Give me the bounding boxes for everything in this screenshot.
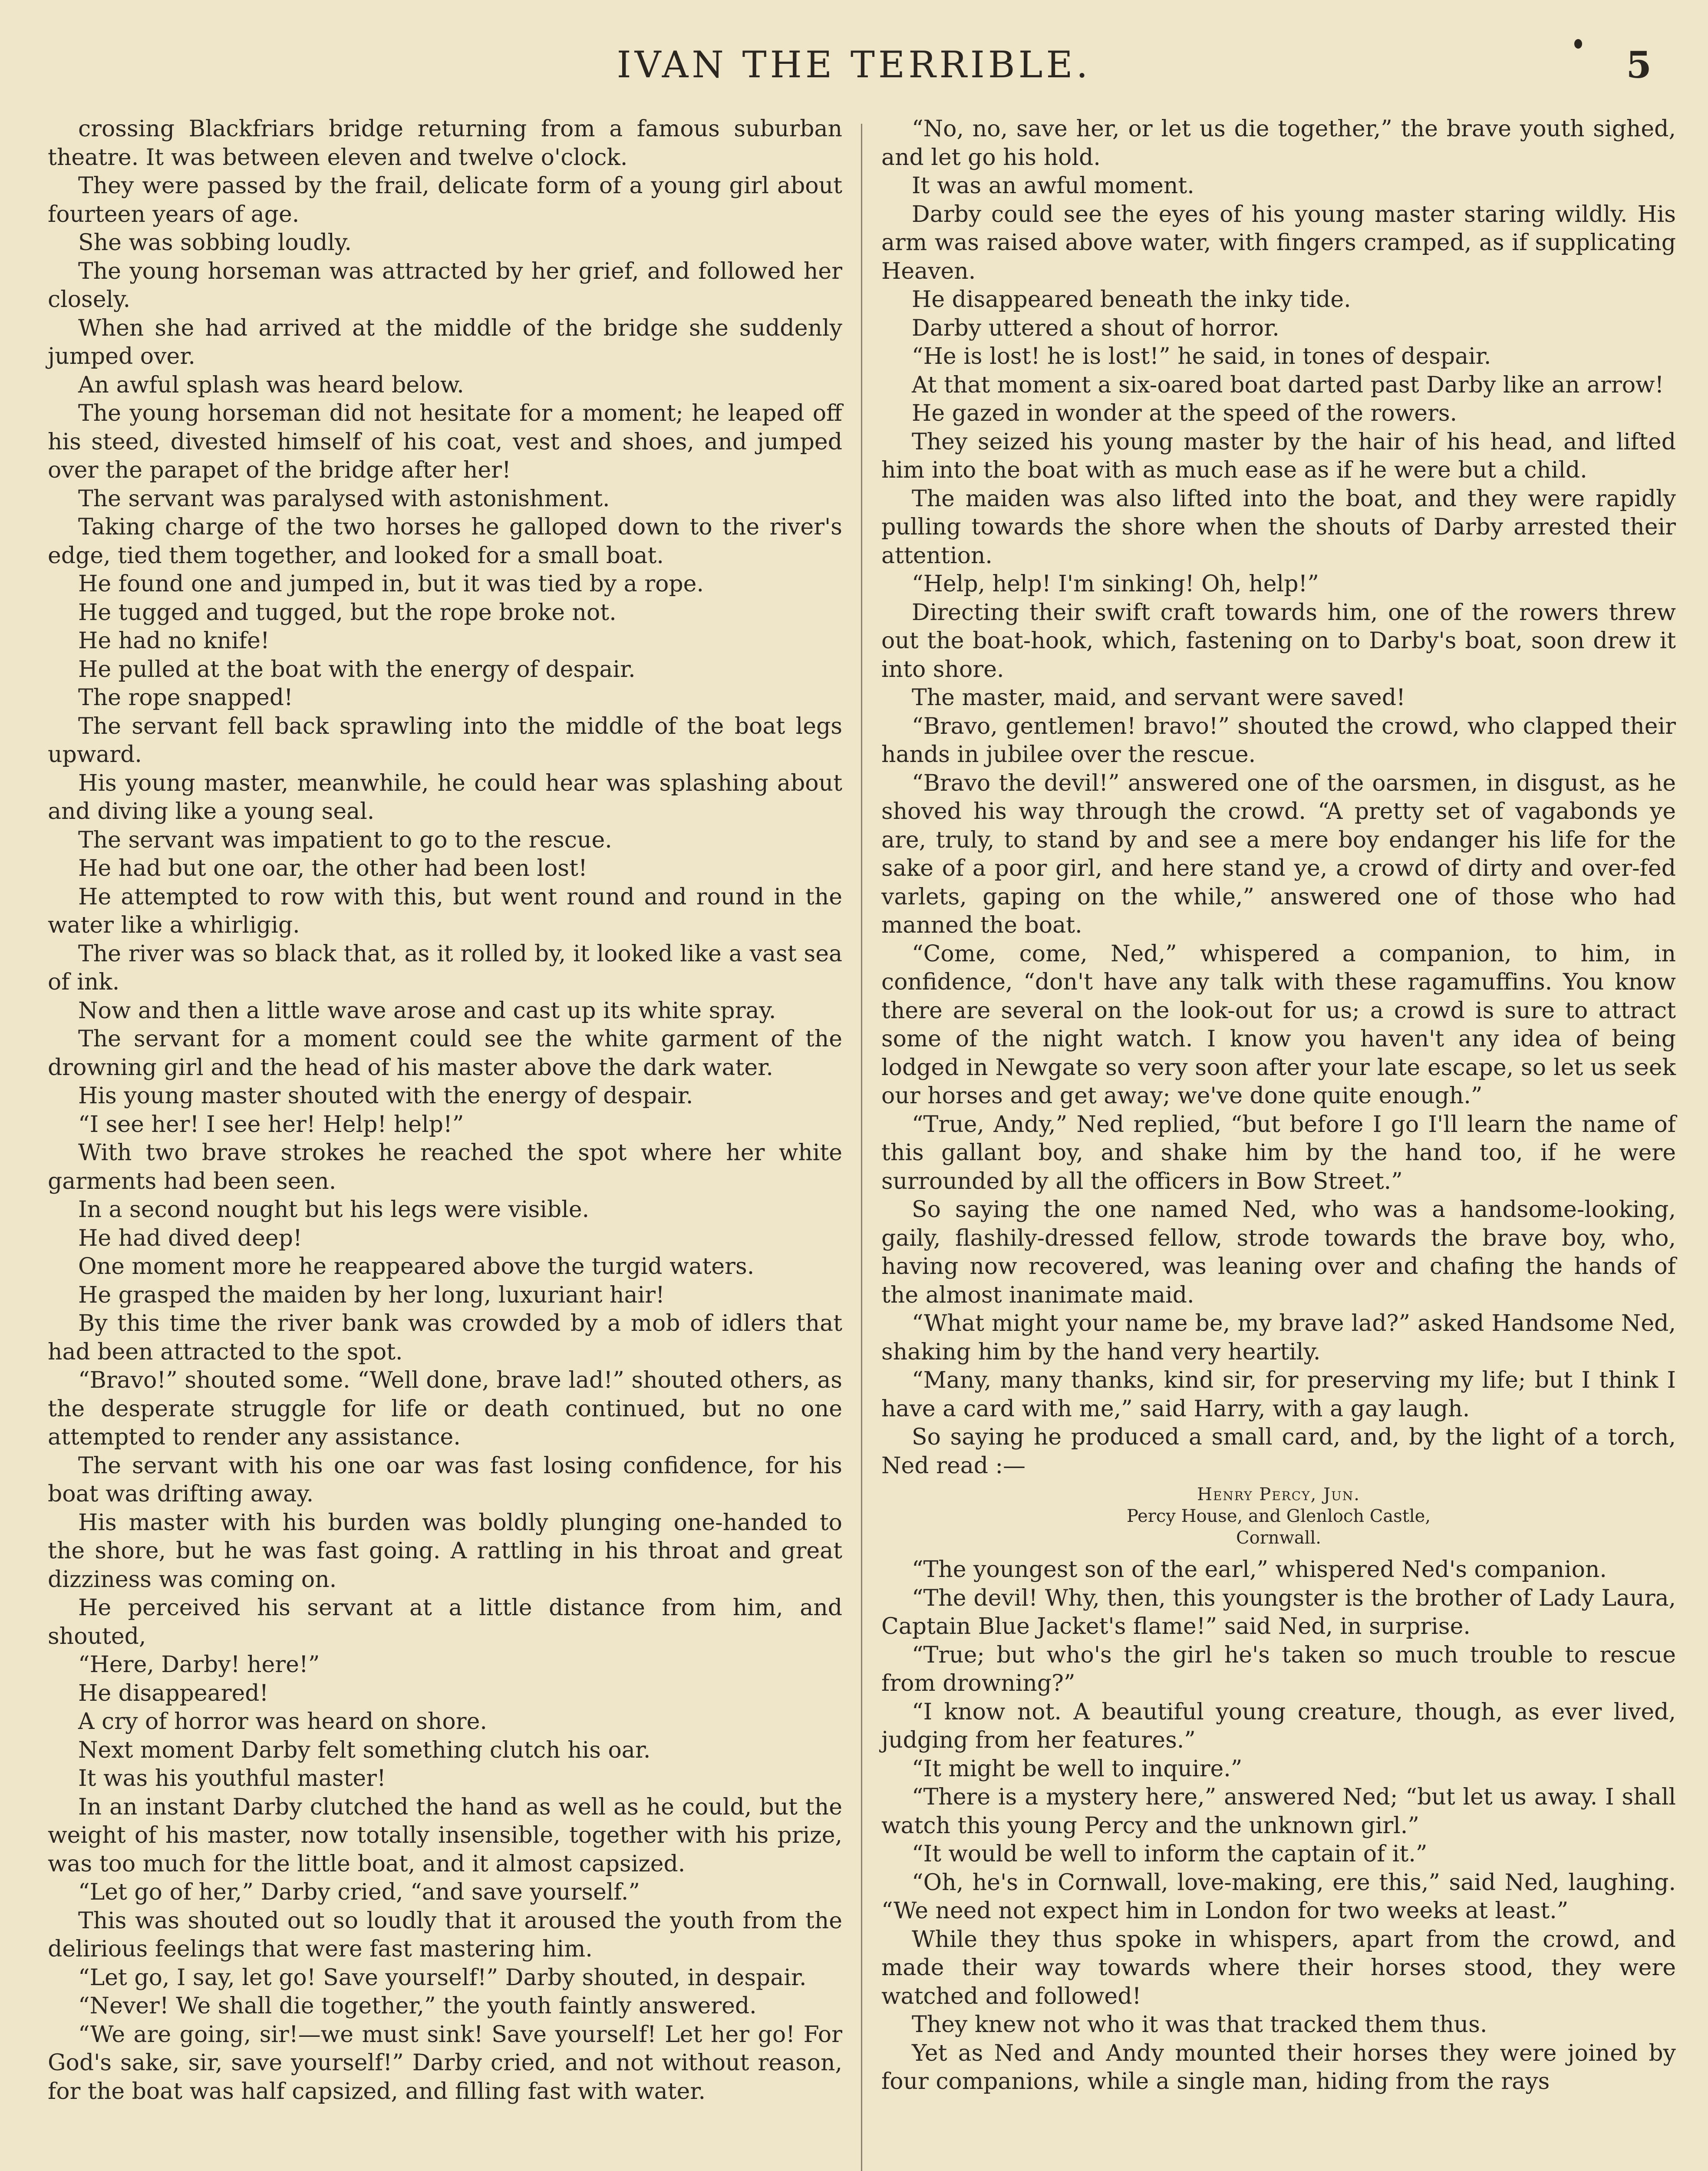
paragraph: So saying he produced a small card, and, by the light of a torch, Ned read :— (881, 1424, 1676, 1479)
paragraph: “Here, Darby! here!” (78, 1652, 320, 1678)
paragraph: “Oh, he's in Cornwall, love-making, ere this,” said Ned, laughing. “We need not expect him in London for two weeks at least.” (881, 1869, 1676, 1924)
paragraph: “We are going, sir!—we must sink! Save yourself! Let her go! For God's sake, sir, save yourself!” Darby cried, and not without reason, for the boat was half capsized, and filling fast with water. (48, 2021, 842, 2105)
paragraph: A cry of horror was heard on shore. (78, 1709, 487, 1735)
paragraph: His young master shouted with the energy of despair. (78, 1083, 693, 1109)
paragraph: When she had arrived at the middle of the bridge she suddenly jumped over. (48, 315, 842, 370)
paragraph: Now and then a little wave arose and cast up its white spray. (78, 997, 776, 1024)
paragraph: “I see her! I see her! Help! help!” (78, 1111, 464, 1138)
paragraph: The servant fell back sprawling into the middle of the boat legs upward. (48, 713, 842, 768)
paragraph: Directing their swift craft towards him, one of the rowers threw out the boat-hook, which, fastening on to Darby's boat, soon drew it into shore. (881, 599, 1676, 683)
paragraph: Taking charge of the two horses he galloped down to the river's edge, tied them together, and looked for a small boat. (48, 514, 842, 569)
right-column (881, 115, 1676, 2096)
paragraph: The servant for a moment could see the white garment of the drowning girl and the head of his master above the dark water. (48, 1026, 842, 1081)
paragraph: Darby uttered a shout of horror. (912, 315, 1279, 341)
paragraph: They seized his young master by the hair of his head, and lifted him into the boat with as much ease as if he were but a child. (881, 429, 1676, 483)
paragraph: crossing Blackfriars bridge returning from a famous suburban theatre. It was between eleven and twelve o'clock. (48, 116, 842, 171)
paragraph: “Bravo the devil!” answered one of the oarsmen, in disgust, as he shoved his way through the crowd. “A pretty set of vagabonds ye are, truly, to stand by and see a mere boy endanger his life for the sake of a poor girl, and here stand ye, a crowd of dirty and over-fed varlets, gaping on the while,” answered one of those who had manned the boat. (881, 770, 1676, 938)
page-header (48, 39, 1660, 100)
right-column-lower (881, 1556, 1676, 2096)
running-title: IVAN THE TERRIBLE. (617, 43, 1091, 86)
card-county: Cornwall. (1236, 1528, 1321, 1548)
paragraph: At that moment a six-oared boat darted past Darby like an arrow! (912, 372, 1664, 398)
paragraph: “No, no, save her, or let us die together,” the brave youth sighed, and let go his hold. (881, 116, 1676, 171)
paragraph: She was sobbing loudly. (78, 230, 352, 256)
paragraph: He disappeared beneath the inky tide. (912, 287, 1351, 313)
paragraph: While they thus spoke in whispers, apart from the crowd, and made their way towards where their horses stood, they were watched and followed! (881, 1926, 1676, 2009)
paragraph: He tugged and tugged, but the rope broke not. (78, 599, 617, 626)
paragraph: “The devil! Why, then, this youngster is the brother of Lady Laura, Captain Blue Jacket's flame!” said Ned, in surprise. (881, 1585, 1676, 1640)
paragraph: The servant was impatient to go to the rescue. (78, 827, 612, 853)
paragraph: In an instant Darby clutched the hand as well as he could, but the weight of his master, now totally insensible, together with his prize, was too much for the little boat, and it almost capsized. (48, 1794, 842, 1877)
paragraph: The river was so black that, as it rolled by, it looked like a vast sea of ink. (48, 940, 842, 995)
paragraph: “Come, come, Ned,” whispered a companion, to him, in confidence, “don't have any talk with these ragamuffins. You know there are several on the look-out for us; a crowd is sure to attract some of the night watch. I know you haven't any idea of being lodged in Newgate so very soon after your late escape, so let us seek our horses and get away; we've done quite enough.” (881, 940, 1676, 1109)
paragraph: They knew not who it was that tracked them thus. (912, 2012, 1487, 2038)
paragraph: “It would be well to inform the captain of it.” (912, 1841, 1428, 1867)
paragraph: The young horseman was attracted by her grief, and followed her closely. (48, 258, 842, 313)
paragraph: He had but one oar, the other had been lost! (78, 855, 587, 881)
page-number: 5 (1626, 43, 1652, 86)
paragraph: “Many, many thanks, kind sir, for preserving my life; but I think I have a card with me,” said Harry, with a gay laugh. (881, 1367, 1676, 1422)
paragraph: “True; but who's the girl he's taken so much trouble to rescue from drowning?” (881, 1642, 1676, 1696)
paragraph: He gazed in wonder at the speed of the rowers. (912, 400, 1457, 426)
paragraph: By this time the river bank was crowded by a mob of idlers that had been attracted to the spot. (48, 1310, 842, 1365)
paragraph: With two brave strokes he reached the spot where her white garments had been seen. (48, 1140, 842, 1194)
paragraph: His master with his burden was boldly plunging one-handed to the shore, but he was fast going. A rattling in his throat and great dizziness was coming on. (48, 1509, 842, 1593)
paragraph: “Let go of her,” Darby cried, “and save yourself.” (78, 1879, 640, 1905)
paragraph: “Help, help! I'm sinking! Oh, help!” (912, 571, 1319, 597)
paragraph: “True, Andy,” Ned replied, “but before I go I'll learn the name of this gallant boy, and shake him by the hand too, if he were surrounded by all the officers in Bow Street.” (881, 1111, 1676, 1194)
paragraph: Next moment Darby felt something clutch his oar. (78, 1737, 651, 1763)
paragraph: His young master, meanwhile, he could hear was splashing about and diving like a young seal. (48, 770, 842, 825)
paragraph: He had dived deep! (78, 1225, 302, 1251)
paragraph: The servant with his one oar was fast losing confidence, for his boat was drifting away. (48, 1452, 842, 1507)
paragraph: He perceived his servant at a little distance from him, and shouted, (48, 1595, 842, 1650)
column-divider (861, 124, 862, 2171)
paragraph: He disappeared! (78, 1680, 269, 1706)
paragraph: It was an awful moment. (912, 173, 1194, 199)
paragraph: Darby could see the eyes of his young master staring wildly. His arm was raised above water, with fingers cramped, as if supplicating Heaven. (881, 201, 1676, 284)
card-name: Henry Percy, Jun. (1197, 1485, 1360, 1505)
paragraph: The servant was paralysed with astonishment. (78, 485, 610, 512)
paragraph: “The youngest son of the earl,” whispered Ned's companion. (912, 1557, 1607, 1583)
paragraph: He attempted to row with this, but went round and round in the water like a whirligig. (48, 884, 842, 938)
paragraph: In a second nought but his legs were visible. (78, 1197, 590, 1223)
paragraph: “He is lost! he is lost!” he said, in tones of despair. (912, 343, 1491, 370)
paragraph: “Bravo, gentlemen! bravo!” shouted the crowd, who clapped their hands in jubilee over the rescue. (881, 713, 1676, 768)
paragraph: “Bravo!” shouted some. “Well done, brave lad!” shouted others, as the desperate struggle for life or death continued, but no one attempted to render any assistance. (48, 1367, 842, 1450)
paragraph: The rope snapped! (78, 685, 293, 711)
paragraph: Yet as Ned and Andy mounted their horses they were joined by four companions, while a single man, hiding from the rays (881, 2040, 1676, 2095)
paragraph: “What might your name be, my brave lad?” asked Handsome Ned, shaking him by the hand very heartily. (881, 1310, 1676, 1365)
paragraph: “I know not. A beautiful young creature, though, as ever lived, judging from her features.” (881, 1699, 1676, 1753)
paragraph: An awful splash was heard below. (78, 372, 464, 398)
left-column (48, 115, 842, 2106)
paragraph: The young horseman did not hesitate for a moment; he leaped off his steed, divested himself of his coat, vest and shoes, and jumped over the parapet of the bridge after her! (48, 400, 842, 483)
paragraph: He had no knife! (78, 628, 270, 654)
paragraph: “It might be well to inquire.” (912, 1755, 1243, 1782)
paragraph: “Let go, I say, let go! Save yourself!” Darby shouted, in despair. (78, 1964, 807, 1991)
paragraph: He found one and jumped in, but it was tied by a rope. (78, 571, 704, 597)
paragraph: They were passed by the frail, delicate form of a young girl about fourteen years of age. (48, 173, 842, 228)
paragraph: He grasped the maiden by her long, luxuriant hair! (78, 1282, 665, 1308)
paragraph: The maiden was also lifted into the boat, and they were rapidly pulling towards the shore when the shouts of Darby arrested their attention. (881, 485, 1676, 569)
paragraph: It was his youthful master! (78, 1765, 386, 1792)
right-column-upper (881, 115, 1676, 1480)
calling-card (881, 1484, 1676, 1549)
card-address: Percy House, and Glenloch Castle, (1126, 1506, 1431, 1526)
paragraph: So saying the one named Ned, who was a handsome-looking, gaily, flashily-dressed fellow, strode towards the brave boy, who, having now recovered, was leaning over and chafing the hands of the almost inanimate maid. (881, 1197, 1676, 1308)
paragraph: “There is a mystery here,” answered Ned; “but let us away. I shall watch this young Percy and the unknown girl.” (881, 1784, 1676, 1839)
paragraph: “Never! We shall die together,” the youth faintly answered. (78, 1993, 757, 2019)
paragraph: He pulled at the boat with the energy of despair. (78, 656, 636, 683)
paragraph: This was shouted out so loudly that it aroused the youth from the delirious feelings that were fast mastering him. (48, 1907, 842, 1962)
paragraph: The master, maid, and servant were saved! (912, 685, 1406, 711)
paragraph: One moment more he reappeared above the turgid waters. (78, 1254, 755, 1280)
